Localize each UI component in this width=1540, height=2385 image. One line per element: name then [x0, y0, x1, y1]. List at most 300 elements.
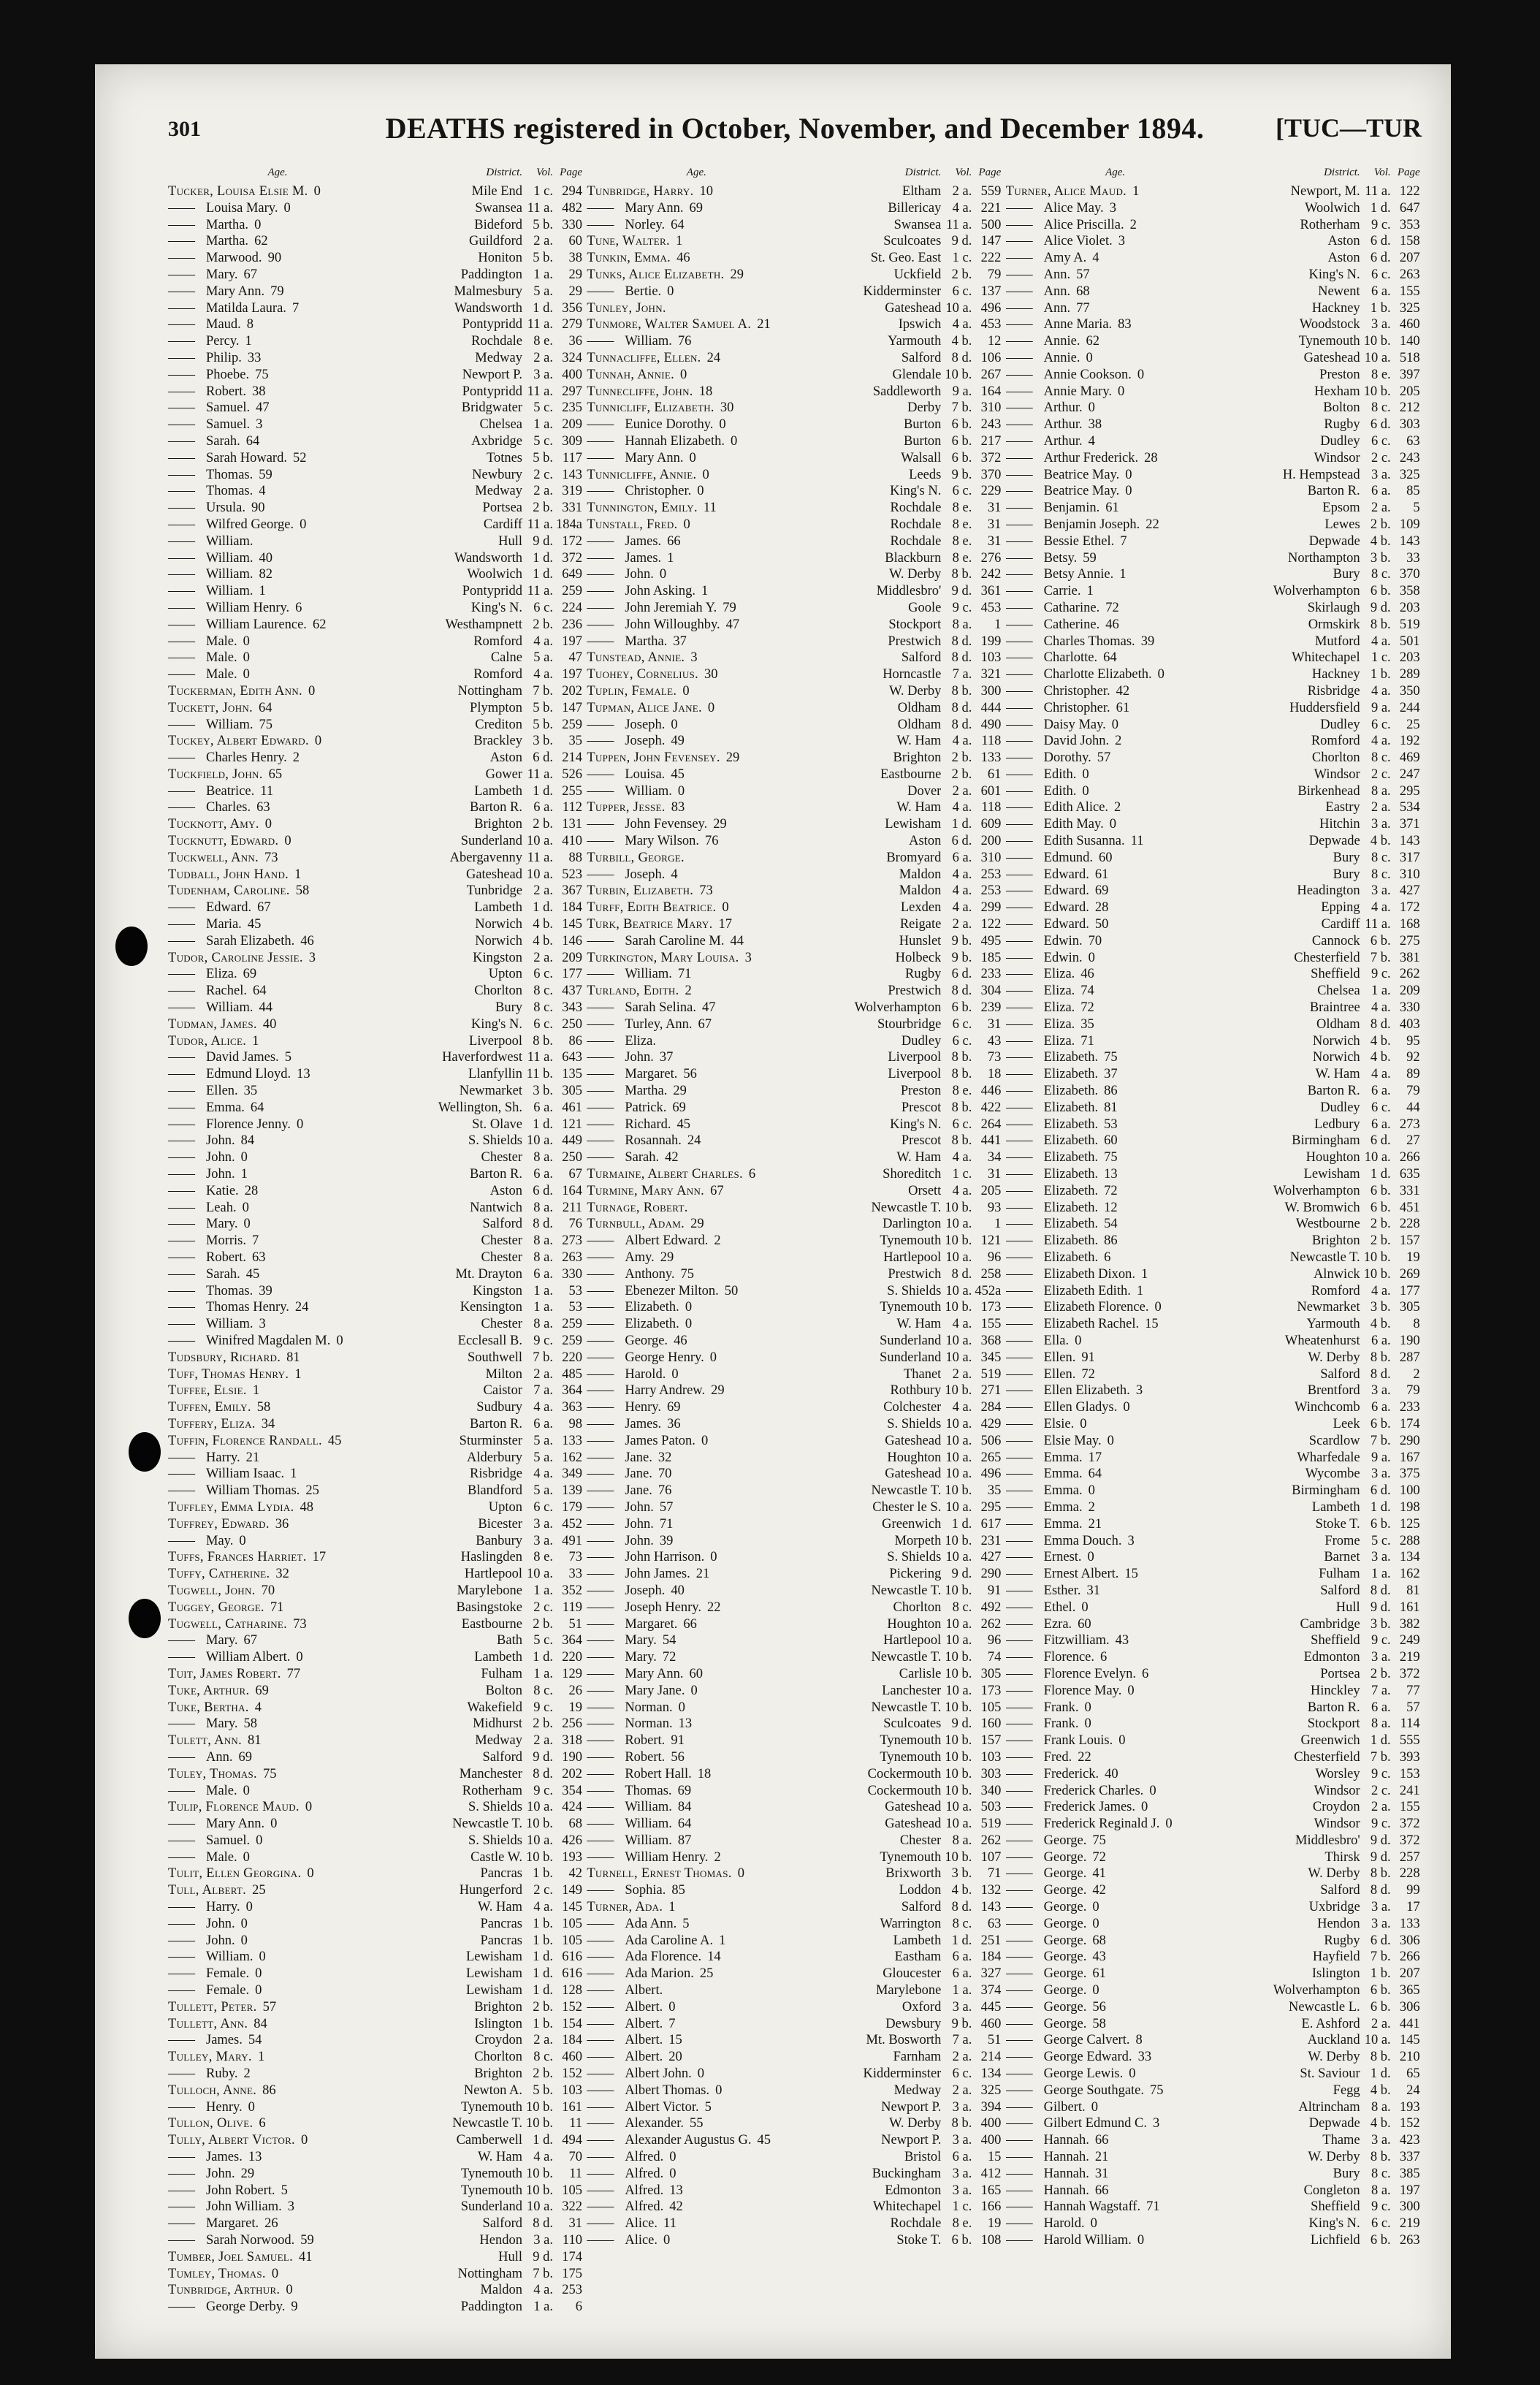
entry-page: 63 [987, 1916, 1002, 1931]
entry-name: —— Ada Caroline A. 1 [587, 1933, 726, 1948]
entry-volume: 6 a. [533, 1266, 553, 1282]
register-entry [1006, 1000, 1421, 1017]
entry-page: 382 [1399, 1616, 1420, 1632]
entry-district: Uxbridge [1308, 1900, 1360, 1915]
entry-page: 367 [562, 883, 582, 899]
register-entry [1006, 1217, 1421, 1233]
entry-volume: 6 a. [952, 850, 972, 865]
entry-volume: 3 a. [952, 2166, 972, 2181]
entry-district: Aston [489, 750, 522, 766]
entry-page: 482 [562, 200, 582, 216]
entry-district: Oldham [1316, 1016, 1360, 1032]
entry-name: —— James Paton. 0 [587, 1433, 709, 1448]
entry-page: 174 [562, 2249, 582, 2264]
register-entry [1006, 1184, 1421, 1201]
entry-name: —— Elizabeth. 86 [1005, 1233, 1118, 1249]
entry-page: 31 [987, 1167, 1002, 1182]
entry-name: —— Eliza. 72 [1005, 1000, 1094, 1016]
entry-volume: 5 a. [533, 1483, 553, 1499]
entry-district: Thanet [903, 1366, 942, 1382]
entry-name: —— William Henry. 6 [168, 600, 302, 615]
register-entry [587, 867, 1002, 884]
entry-age: 85 [671, 1883, 685, 1898]
entry-volume: 8 c. [1371, 750, 1391, 766]
entry-district: Newcastle T. [452, 1817, 522, 1832]
entry-age: 0 [737, 1866, 744, 1882]
entry-name: Tuffee, Elsie. 1 [168, 1383, 260, 1399]
entry-volume: 9 d. [1370, 600, 1391, 615]
entry-name: —— Hannah. 31 [1005, 2166, 1109, 2181]
entry-page: 119 [562, 1599, 582, 1615]
entry-age: 0 [1092, 1983, 1099, 1998]
entry-name: Turner, Alice Maud. 1 [1005, 184, 1140, 199]
entry-age: 0 [678, 1700, 685, 1715]
entry-age: 71 [659, 1516, 674, 1532]
entry-age: 0 [300, 2133, 308, 2148]
entry-age: 86 [1104, 1084, 1118, 1099]
register-entry [1006, 851, 1421, 867]
district-heading: District. [1324, 167, 1360, 178]
entry-district: Norwich [1312, 1033, 1360, 1049]
entry-volume: 10 a. [527, 1567, 553, 1582]
register-entry [587, 1000, 1002, 1017]
entry-volume: 8 a. [533, 1250, 553, 1265]
entry-page: 173 [980, 1683, 1002, 1698]
entry-page: 109 [1399, 517, 1420, 532]
entry-volume: 8 e. [952, 1084, 972, 1099]
entry-page: 364 [562, 1383, 582, 1399]
entry-district: Kensington [460, 1300, 522, 1315]
entry-page: 310 [980, 400, 1002, 416]
entry-age: 1 [675, 234, 683, 249]
entry-page: 324 [562, 350, 582, 365]
register-entry [168, 750, 583, 767]
entry-age: 0 [690, 1683, 698, 1698]
entry-page: 210 [1399, 2050, 1420, 2065]
entry-name: —— Edward. 61 [1005, 867, 1109, 882]
entry-volume: 10 b. [526, 1817, 553, 1832]
entry-district: Thame [1322, 2133, 1360, 2148]
entry-district: Stoke T. [1315, 1516, 1360, 1532]
entry-district: Medway [475, 1733, 522, 1749]
entry-page: 424 [562, 1800, 582, 1815]
entry-age: 0 [1118, 384, 1125, 399]
entry-volume: 6 a. [952, 1950, 972, 1965]
register-entry [1006, 2216, 1421, 2233]
register-entry [587, 1650, 1002, 1667]
register-entry [587, 1050, 1002, 1067]
entry-district: Tynemouth [461, 2183, 522, 2198]
entry-name: —— Frederick. 40 [1005, 1766, 1118, 1781]
entry-name: —— Edith Susanna. 11 [1005, 834, 1144, 849]
entry-page: 133 [980, 750, 1002, 766]
entry-page: 506 [980, 1433, 1002, 1448]
entry-page: 349 [562, 1467, 582, 1482]
entry-page: 35 [987, 1483, 1002, 1499]
entry-name: —— Eliza. 74 [1005, 984, 1094, 999]
entry-age: 69 [677, 1783, 692, 1798]
entry-page: 184 [980, 1950, 1002, 1965]
entry-volume: 11 a. [1365, 917, 1391, 932]
entry-age: 55 [689, 2116, 704, 2131]
register-entry [587, 834, 1002, 851]
entry-volume: 10 b. [945, 1383, 972, 1399]
register-entry [587, 1866, 1002, 1883]
entry-volume: 8 a. [952, 617, 972, 632]
entry-age: 0 [1092, 1900, 1099, 1915]
entry-name: —— Sarah Norwood. 59 [168, 2233, 314, 2248]
entry-age: 68 [1092, 1933, 1106, 1948]
entry-district: Hunslet [899, 933, 942, 948]
entry-name: —— Elsie May. 0 [1005, 1433, 1114, 1448]
entry-volume: 1 a. [1371, 984, 1391, 999]
register-entry [587, 1034, 1002, 1051]
register-entry [168, 1450, 583, 1467]
entry-age: 2 [243, 2066, 251, 2082]
entry-page: 152 [562, 1999, 582, 2015]
register-entry [168, 1367, 583, 1384]
entry-page: 44 [1406, 1100, 1420, 1115]
entry-district: Wolverhampton [1273, 1983, 1360, 1998]
entry-district: Tynemouth [880, 1300, 942, 1315]
entry-volume: 1 b. [533, 1866, 553, 1882]
entry-age: 0 [1149, 1783, 1156, 1798]
entry-age: 0 [668, 1999, 676, 2015]
register-entry [1006, 1350, 1421, 1367]
entry-page: 259 [562, 1317, 582, 1332]
entry-age: 0 [270, 1817, 278, 1832]
entry-district: Guildford [469, 234, 522, 249]
entry-page: 239 [980, 1000, 1002, 1016]
entry-page: 231 [980, 1533, 1002, 1548]
entry-volume: 8 a. [1371, 783, 1391, 799]
register-entry [168, 851, 583, 867]
entry-volume: 3 a. [1371, 317, 1391, 332]
entry-volume: 8 c. [952, 1916, 972, 1931]
entry-name: —— Henry. 69 [587, 1400, 681, 1415]
entry-age: 67 [710, 1183, 724, 1198]
register-entry [587, 400, 1002, 417]
entry-page: 168 [1399, 917, 1420, 932]
entry-volume: 11 b. [526, 1067, 553, 1082]
entry-district: Brackley [473, 734, 522, 749]
register-entry [168, 701, 583, 718]
entry-volume: 6 d. [533, 750, 553, 766]
register-entry [168, 1866, 583, 1883]
entry-volume: 6 d. [1370, 251, 1391, 266]
entry-volume: 5 b. [533, 700, 553, 715]
entry-age: 72 [662, 1650, 676, 1665]
entry-volume: 8 d. [951, 1266, 972, 1282]
entry-volume: 1 d. [533, 1966, 553, 1982]
entry-volume: 6 a. [533, 1100, 553, 1115]
entry-volume: 10 a. [945, 1817, 972, 1832]
entry-district: Barton R. [470, 800, 522, 815]
entry-name: —— Ann. 77 [1005, 300, 1090, 316]
entry-page: 79 [987, 267, 1002, 282]
entry-age: 71 [677, 967, 692, 982]
entry-volume: 1 d. [1370, 200, 1391, 216]
entry-volume: 1 a. [533, 1666, 553, 1681]
register-entry [1006, 1067, 1421, 1084]
page-heading: Page [560, 167, 582, 178]
entry-district: Mutford [1314, 634, 1360, 649]
entry-name: Tudor, Caroline Jessie. 3 [168, 950, 316, 965]
entry-page: 275 [1399, 933, 1420, 948]
entry-page: 155 [980, 1317, 1002, 1332]
register-entry [1006, 2133, 1421, 2150]
entry-volume: 9 b. [951, 950, 972, 965]
entry-page: 284 [980, 1400, 1002, 1415]
register-entry [1006, 218, 1421, 235]
entry-volume: 1 a. [533, 1283, 553, 1298]
entry-name: —— Sarah Selina. 47 [587, 1000, 716, 1016]
entry-age: 76 [705, 834, 719, 849]
entry-district: Worsley [1315, 1766, 1360, 1781]
entry-district: Blackburn [885, 550, 942, 566]
entry-page: 29 [568, 284, 582, 299]
entry-age: 0 [709, 1350, 717, 1365]
entry-volume: 5 a. [533, 650, 553, 666]
entry-volume: 2 a. [1371, 1800, 1391, 1815]
register-entry [168, 1633, 583, 1650]
entry-district: Rochdale [890, 2216, 942, 2232]
entry-volume: 8 a. [533, 1233, 553, 1249]
entry-age: 0 [305, 1800, 313, 1815]
entry-name: —— Emma Douch. 3 [1005, 1533, 1135, 1548]
entry-name: Tuke, Arthur. 69 [168, 1683, 269, 1698]
entry-page: 91 [987, 1583, 1002, 1598]
entry-age: 1 [259, 584, 266, 599]
entry-district: Norwich [1312, 1050, 1360, 1065]
entry-name: —— Henry. 0 [168, 2099, 255, 2115]
entry-page: 331 [1399, 1183, 1420, 1198]
entry-age: 0 [296, 1117, 304, 1132]
entry-page: 259 [562, 717, 582, 732]
register-entry [168, 1250, 583, 1267]
entry-volume: 6 c. [1371, 2216, 1391, 2232]
entry-name: —— Female. 0 [168, 1966, 262, 1982]
entry-name: —— Beatrice May. 0 [1005, 467, 1132, 482]
entry-age: 21 [245, 1450, 260, 1465]
entry-district: Lewisham [465, 1983, 522, 1998]
entry-district: W. Derby [889, 683, 942, 699]
entry-age: 3 [308, 950, 316, 965]
entry-page: 496 [980, 1467, 1002, 1482]
entry-volume: 10 a. [1364, 1150, 1391, 1165]
entry-name: —— Sarah. 64 [168, 433, 260, 449]
entry-page: 449 [562, 1133, 582, 1149]
entry-district: Newcastle T. [871, 1483, 942, 1499]
entry-page: 146 [562, 933, 582, 948]
entry-volume: 10 b. [526, 1849, 553, 1865]
entry-district: Holbeck [895, 950, 942, 965]
entry-name: Tuff, Thomas Henry. 1 [168, 1366, 302, 1382]
register-entry [168, 517, 583, 534]
entry-age: 60 [1078, 1616, 1091, 1632]
entry-district: Headington [1297, 883, 1360, 899]
register-entry [1006, 451, 1421, 468]
entry-name: Tucknott, Amy. 0 [168, 817, 272, 832]
entry-page: 103 [980, 1749, 1002, 1765]
entry-page: 253 [980, 867, 1002, 882]
entry-district: Lewes [1324, 517, 1360, 532]
entry-page: 157 [1399, 1233, 1420, 1249]
entry-district: King's N. [1308, 2216, 1360, 2232]
register-entry [1006, 2050, 1421, 2066]
entry-age: 25 [305, 1483, 319, 1499]
entry-age: 72 [1080, 1000, 1094, 1016]
entry-age: 57 [1076, 267, 1090, 282]
register-entry [168, 301, 583, 318]
entry-age: 39 [259, 1283, 272, 1298]
register-entry [1006, 584, 1421, 601]
entry-district: Scardlow [1308, 1433, 1360, 1448]
entry-page: 325 [980, 2082, 1002, 2098]
entry-age: 30 [720, 400, 734, 416]
register-entry [1006, 434, 1421, 451]
register-entry [168, 984, 583, 1000]
register-entry [168, 917, 583, 934]
entry-name: —— Edward. 69 [1005, 883, 1109, 899]
register-entry [1006, 951, 1421, 967]
register-entry [587, 234, 1002, 251]
entry-age: 0 [683, 517, 690, 532]
entry-age: 0 [240, 1933, 248, 1948]
entry-age: 0 [243, 1217, 251, 1232]
entry-age: 0 [1154, 1300, 1162, 1315]
register-entry [1006, 1933, 1421, 1950]
entry-name: Turnage, Robert. [587, 1200, 688, 1215]
entry-volume: 4 a. [952, 200, 972, 216]
entry-district: Bury [1333, 2166, 1360, 2181]
entry-page: 429 [980, 1416, 1002, 1431]
entry-district: Depwade [1308, 533, 1360, 549]
entry-age: 74 [1080, 984, 1094, 999]
entry-page: 519 [980, 1817, 1002, 1832]
entry-district: Cockermouth [867, 1766, 942, 1781]
register-entry [1006, 1767, 1421, 1784]
entry-page: 331 [562, 501, 582, 516]
entry-age: 0 [1109, 817, 1116, 832]
entry-name: —— Elizabeth. 75 [1005, 1050, 1118, 1065]
register-entry [1006, 1667, 1421, 1684]
register-entry [1006, 1850, 1421, 1867]
entry-name: —— Phoebe. 75 [168, 367, 269, 382]
entry-district: Hackney [1311, 667, 1360, 682]
register-entry [1006, 800, 1421, 817]
entry-volume: 2 b. [533, 817, 553, 832]
register-entry [1006, 267, 1421, 284]
register-entry [1006, 1534, 1421, 1551]
entry-name: —— Eunice Dorothy. 0 [587, 417, 726, 433]
entry-age: 59 [300, 2233, 314, 2248]
register-entry [1006, 1617, 1421, 1634]
entry-district: Stourbridge [877, 1016, 942, 1032]
entry-page: 319 [562, 484, 582, 499]
entry-name: —— Emma. 21 [1005, 1516, 1102, 1532]
entry-page: 184 [562, 2033, 582, 2048]
entry-age: 7 [252, 1233, 259, 1249]
entry-name: —— Mary Ann. 69 [587, 200, 703, 216]
entry-age: 50 [724, 1283, 739, 1298]
entry-district: Calne [490, 650, 522, 666]
register-entry [1006, 967, 1421, 984]
entry-district: Gateshead [885, 1817, 942, 1832]
entry-volume: 11 a. [946, 217, 972, 232]
entry-page: 205 [1399, 384, 1420, 399]
entry-district: Croydon [1312, 1800, 1360, 1815]
entry-volume: 8 d. [951, 650, 972, 666]
entry-name: —— Male. 0 [168, 1849, 250, 1865]
entry-age: 22 [1078, 1749, 1091, 1765]
entry-page: 108 [980, 2233, 1002, 2248]
entry-name: —— Frederick Reginald J. 0 [1005, 1817, 1173, 1832]
entry-page: 143 [562, 467, 582, 482]
entry-page: 198 [1399, 1499, 1420, 1515]
entry-name: —— Elizabeth Dixon. 1 [1005, 1266, 1148, 1282]
entry-age: 69 [243, 967, 257, 982]
entry-name: Tunks, Alice Elizabeth. 29 [587, 267, 744, 282]
entry-district: Barton R. [1307, 1700, 1360, 1715]
entry-name: —— John Jeremiah Y. 79 [587, 600, 736, 615]
entry-district: Chelsea [1317, 984, 1360, 999]
entry-page: 290 [1399, 1433, 1420, 1448]
entry-page: 494 [562, 2133, 582, 2148]
entry-volume: 1 c. [952, 1167, 972, 1182]
entry-page: 209 [562, 950, 582, 965]
entry-page: 427 [1399, 883, 1420, 899]
register-entry [168, 2267, 583, 2283]
entry-name: —— Mary Ann. 0 [587, 450, 696, 465]
entry-age: 0 [240, 1150, 248, 1165]
entry-volume: 1 b. [1370, 1966, 1391, 1982]
entry-district: Houghton [1305, 1150, 1360, 1165]
register-entry [587, 2083, 1002, 2100]
register-entry [168, 1966, 583, 1983]
entry-age: 28 [1144, 450, 1158, 465]
entry-name: —— Louisa Mary. 0 [168, 200, 291, 216]
entry-page: 19 [987, 2216, 1002, 2232]
register-entry [168, 1317, 583, 1334]
entry-age: 1 [252, 1033, 259, 1049]
entry-name: —— George Henry. 0 [587, 1350, 717, 1365]
entry-age: 87 [677, 1833, 692, 1848]
entry-volume: 1 d. [1370, 2066, 1391, 2082]
entry-district: Brighton [1311, 1233, 1360, 1249]
entry-page: 33 [568, 1567, 582, 1582]
entry-page: 372 [1399, 1817, 1420, 1832]
entry-name: —— Albert Victor. 5 [587, 2099, 712, 2115]
entry-district: Gateshead [885, 1433, 942, 1448]
register-entry [587, 883, 1002, 900]
entry-age: 0 [669, 2166, 676, 2181]
entry-age: 11 [703, 501, 717, 516]
entry-age: 61 [1094, 867, 1109, 882]
register-entry [168, 2167, 583, 2183]
entry-name: Turbill, George. [587, 850, 685, 865]
entry-name: —— John James. 21 [587, 1567, 710, 1582]
register-entry [587, 301, 1002, 318]
entry-page: 266 [1399, 1950, 1420, 1965]
register-entry [168, 434, 583, 451]
entry-name: —— Hannah. 66 [1005, 2133, 1109, 2148]
entry-page: 209 [562, 417, 582, 433]
entry-age: 0 [1137, 2233, 1145, 2248]
entry-district: Barton R. [1307, 484, 1360, 499]
entry-name: Turnbull, Adam. 29 [587, 1217, 704, 1232]
entry-volume: 1 d. [1370, 1499, 1391, 1515]
